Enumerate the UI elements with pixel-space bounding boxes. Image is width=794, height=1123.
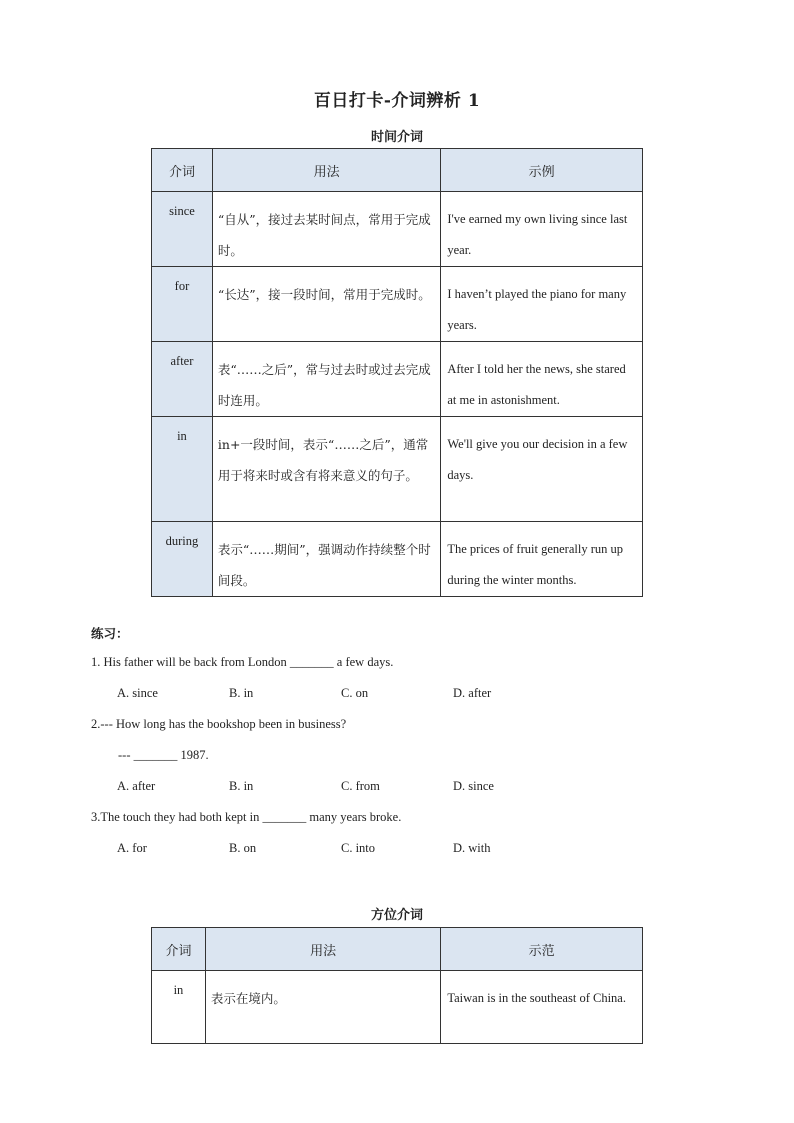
table-row [152,267,643,342]
header-example: 示范 [441,928,643,971]
option-a: A. after [117,779,156,793]
question-1: 1. His father will be back from London _______ a few days. [91,655,394,669]
practice-section [91,624,565,871]
usage-cell: 表示在境内。 [205,971,440,1044]
term-cell: during [152,522,213,597]
table-row [152,522,643,597]
table-header-row [152,149,643,192]
header-example: 示例 [441,149,643,192]
usage-cell: 表示“……期间”，强调动作持续整个时间段。 [212,522,440,597]
table-row [152,342,643,417]
options-1 [91,685,565,716]
header-usage: 用法 [205,928,440,971]
options-2 [91,778,565,809]
question-2-answer-line: --- _______ 1987. [118,748,209,762]
usage-cell: in+一段时间，表示“……之后”，通常用于将来时或含有将来意义的句子。 [212,417,440,522]
table-row [152,417,643,522]
option-c: C. from [341,779,380,793]
term-cell: for [152,267,213,342]
usage-cell: 表“……之后”，常与过去时或过去完成时连用。 [212,342,440,417]
example-cell: I haven’t played the piano for many years. [441,267,643,342]
term-cell: in [152,971,206,1044]
table-row [152,971,643,1044]
option-c: C. into [341,841,376,855]
practice-label: 练习： [91,626,129,641]
section-heading-time: 时间介词 [370,130,423,145]
term-cell: in [152,417,213,522]
table-row [152,192,643,267]
question-2: 2.--- How long has the bookshop been in business? [91,717,347,731]
options-3 [91,840,565,871]
section-heading-location: 方位介词 [370,908,423,923]
location-prepositions-table [151,927,643,1044]
option-d: D. with [453,841,491,855]
option-a: A. for [117,841,147,855]
term-cell: since [152,192,213,267]
page-title: 百日打卡-介词辨析 1 [313,91,481,111]
example-cell: I've earned my own living since last year. [441,192,643,267]
option-d: D. after [453,686,492,700]
example-cell: The prices of fruit generally run up during the winter months. [441,522,643,597]
table-header-row [152,928,643,971]
usage-cell: “长达”，接一段时间，常用于完成时。 [212,267,440,342]
example-cell: We'll give you our decision in a few days. [441,417,643,522]
example-cell: Taiwan is in the southeast of China. [441,971,643,1044]
header-usage: 用法 [212,149,440,192]
option-a: A. since [117,686,158,700]
example-cell: After I told her the news, she stared at me in astonishment. [441,342,643,417]
option-b: B. in [229,686,254,700]
question-3: 3.The touch they had both kept in _______ many years broke. [91,810,402,824]
header-prep: 介词 [152,149,213,192]
option-c: C. on [341,686,369,700]
term-cell: after [152,342,213,417]
header-prep: 介词 [152,928,206,971]
option-b: B. in [229,779,254,793]
time-prepositions-table [151,148,643,597]
option-d: D. since [453,779,494,793]
usage-cell: “自从”，接过去某时间点，常用于完成时。 [212,192,440,267]
option-b: B. on [229,841,257,855]
